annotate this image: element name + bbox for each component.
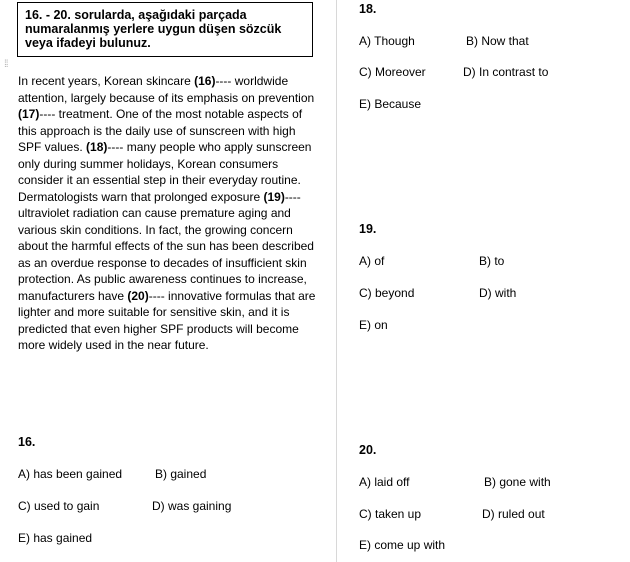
blank-marker: (16) bbox=[194, 74, 216, 88]
q20-option-a[interactable]: A) laid off bbox=[359, 475, 410, 489]
q19-option-d[interactable]: D) with bbox=[479, 286, 517, 300]
question-18-number: 18. bbox=[359, 2, 377, 16]
reading-passage bbox=[18, 73, 316, 354]
q19-option-b[interactable]: B) to bbox=[479, 254, 505, 268]
passage-text: ---- worldwide attention, largely because of its emphasis on prevention bbox=[18, 74, 315, 105]
column-divider bbox=[336, 0, 337, 562]
drag-handle-icon[interactable]: ⁞⁞ bbox=[4, 59, 8, 70]
blank-marker: (20) bbox=[127, 288, 149, 303]
q19-option-e[interactable]: E) on bbox=[359, 318, 388, 332]
q18-option-a[interactable]: A) Though bbox=[359, 34, 415, 48]
passage-text: ---- treatment. One of the most notable aspects of this approach is the daily use of sunscreen with high SPF values. bbox=[18, 107, 303, 154]
passage-text: In recent years, Korean skincare bbox=[18, 74, 195, 88]
q16-option-e[interactable]: E) has gained bbox=[18, 531, 93, 545]
q20-option-c[interactable]: C) taken up bbox=[359, 507, 422, 521]
passage-text: ---- many people who apply sunscreen only during summer holidays, Korean consumers consider it an essential step in their everyday routine. Dermatologists warn that prolonged exposure bbox=[18, 140, 312, 204]
q18-option-d[interactable]: D) In contrast to bbox=[463, 65, 549, 79]
passage-text: ---- innovative formulas that are lighter and more suitable for sensitive skin, and it is predicted that even higher SPF products will become more widely used in the near future. bbox=[18, 288, 316, 352]
blank-marker: (18) bbox=[86, 140, 108, 154]
q16-option-a[interactable]: A) has been gained bbox=[18, 467, 123, 481]
instruction-box bbox=[17, 2, 313, 57]
blank-marker: (17) bbox=[18, 107, 40, 121]
q18-option-c[interactable]: C) Moreover bbox=[359, 65, 426, 79]
q20-option-d[interactable]: D) ruled out bbox=[482, 507, 545, 521]
q19-option-c[interactable]: C) beyond bbox=[359, 286, 415, 300]
question-16-number: 16. bbox=[18, 435, 36, 449]
q20-option-e[interactable]: E) come up with bbox=[359, 538, 446, 552]
question-20-number: 20. bbox=[359, 443, 377, 457]
q18-option-b[interactable]: B) Now that bbox=[466, 34, 529, 48]
q16-option-b[interactable]: B) gained bbox=[155, 467, 207, 481]
instruction-text: 16. - 20. sorularda, aşağıdaki parçada numaralanmış yerlere uygun düşen sözcük veya ifadeyi bulunuz. bbox=[25, 8, 282, 50]
q20-option-b[interactable]: B) gone with bbox=[484, 475, 551, 489]
q18-option-e[interactable]: E) Because bbox=[359, 97, 422, 111]
q19-option-a[interactable]: A) of bbox=[359, 254, 385, 268]
blank-marker: (19) bbox=[263, 189, 285, 204]
q16-option-d[interactable]: D) was gaining bbox=[152, 499, 232, 513]
passage-text: ---- ultraviolet radiation can cause premature aging and various skin conditions. In fact, the growing concern about the harmful effects of the sun has been described as an overdue response to decades of insufficient skin protection. As public awareness continues to increase, manufacturers have bbox=[18, 189, 314, 303]
q16-option-c[interactable]: C) used to gain bbox=[18, 499, 100, 513]
question-19-number: 19. bbox=[359, 222, 377, 236]
